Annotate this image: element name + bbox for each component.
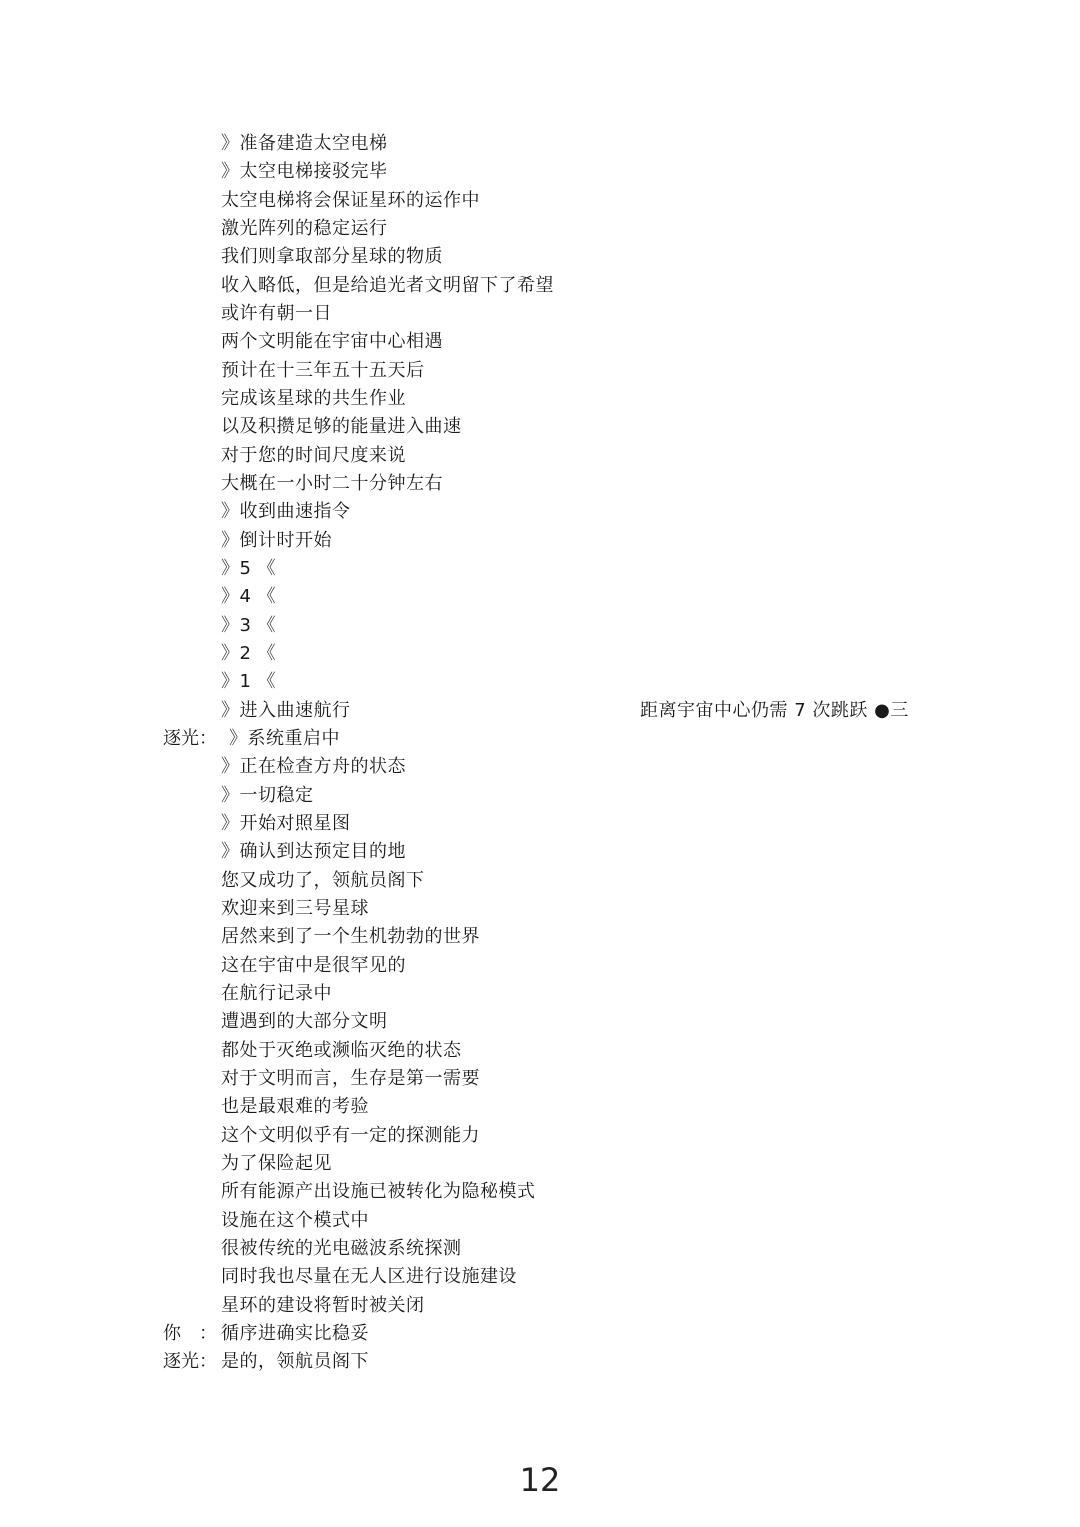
text-line: 欢迎来到三号星球 — [221, 898, 369, 919]
text-line: 激光阵列的稳定运行 — [221, 218, 388, 239]
text-line: 完成该星球的共生作业 — [221, 388, 406, 409]
text-line: 在航行记录中 — [221, 983, 332, 1004]
text-line: 遭遇到的大部分文明 — [221, 1011, 388, 1032]
text-line: 》一切稳定 — [221, 785, 314, 806]
speaker-label: 逐光： — [163, 728, 217, 749]
text-line: 我们则拿取部分星球的物质 — [221, 246, 443, 267]
text-line: 是的，领航员阁下 — [221, 1351, 369, 1372]
text-line: 收入略低，但是给追光者文明留下了希望 — [221, 275, 554, 296]
text-line: 大概在一小时二十分钟左右 — [221, 473, 443, 494]
text-line: 或许有朝一日 — [221, 303, 332, 324]
text-line: 以及积攒足够的能量进入曲速 — [221, 416, 462, 437]
text-line: 》准备建造太空电梯 — [221, 133, 388, 154]
text-line: 都处于灭绝或濒临灭绝的状态 — [221, 1040, 462, 1061]
speaker-label: 逐光： — [163, 1351, 217, 1372]
text-line: 也是最艰难的考验 — [221, 1096, 369, 1117]
text-line: 居然来到了一个生机勃勃的世界 — [221, 926, 480, 947]
text-line: 为了保险起见 — [221, 1153, 332, 1174]
text-line: 》开始对照星图 — [221, 813, 351, 834]
text-line: 预计在十三年五十五天后 — [221, 360, 425, 381]
text-line: 太空电梯将会保证星环的运作中 — [221, 190, 480, 211]
countdown-line: 》4 《 — [221, 586, 277, 607]
text-line: 这个文明似乎有一定的探测能力 — [221, 1125, 480, 1146]
text-line: 》倒计时开始 — [221, 530, 332, 551]
page-number: 12 — [519, 1461, 561, 1499]
jump-distance-note: 距离宇宙中心仍需 7 次跳跃 ●三 — [640, 700, 909, 721]
text-line: 》收到曲速指令 — [221, 501, 351, 522]
text-line: 设施在这个模式中 — [221, 1210, 369, 1231]
text-line: 您又成功了，领航员阁下 — [221, 870, 425, 891]
text-line: 两个文明能在宇宙中心相遇 — [221, 331, 443, 352]
text-line: 对于文明而言，生存是第一需要 — [221, 1068, 480, 1089]
countdown-line: 》3 《 — [221, 615, 277, 636]
text-line: 所有能源产出设施已被转化为隐秘模式 — [221, 1181, 536, 1202]
text-line: 》太空电梯接驳完毕 — [221, 161, 388, 182]
text-line: 很被传统的光电磁波系统探测 — [221, 1238, 462, 1259]
text-line: 》正在检查方舟的状态 — [221, 756, 406, 777]
speaker-label: 你 ： — [163, 1323, 217, 1344]
text-line: 》进入曲速航行 — [221, 700, 351, 721]
text-line: 星环的建设将暂时被关闭 — [221, 1295, 425, 1316]
countdown-line: 》1 《 — [221, 671, 277, 692]
text-line: 》系统重启中 — [229, 728, 340, 749]
text-line: 循序进确实比稳妥 — [221, 1323, 369, 1344]
countdown-line: 》5 《 — [221, 558, 277, 579]
text-line: 这在宇宙中是很罕见的 — [221, 955, 406, 976]
text-line: 对于您的时间尺度来说 — [221, 445, 406, 466]
text-line: 》确认到达预定目的地 — [221, 841, 406, 862]
countdown-line: 》2 《 — [221, 643, 277, 664]
text-line: 同时我也尽量在无人区进行设施建设 — [221, 1266, 517, 1287]
